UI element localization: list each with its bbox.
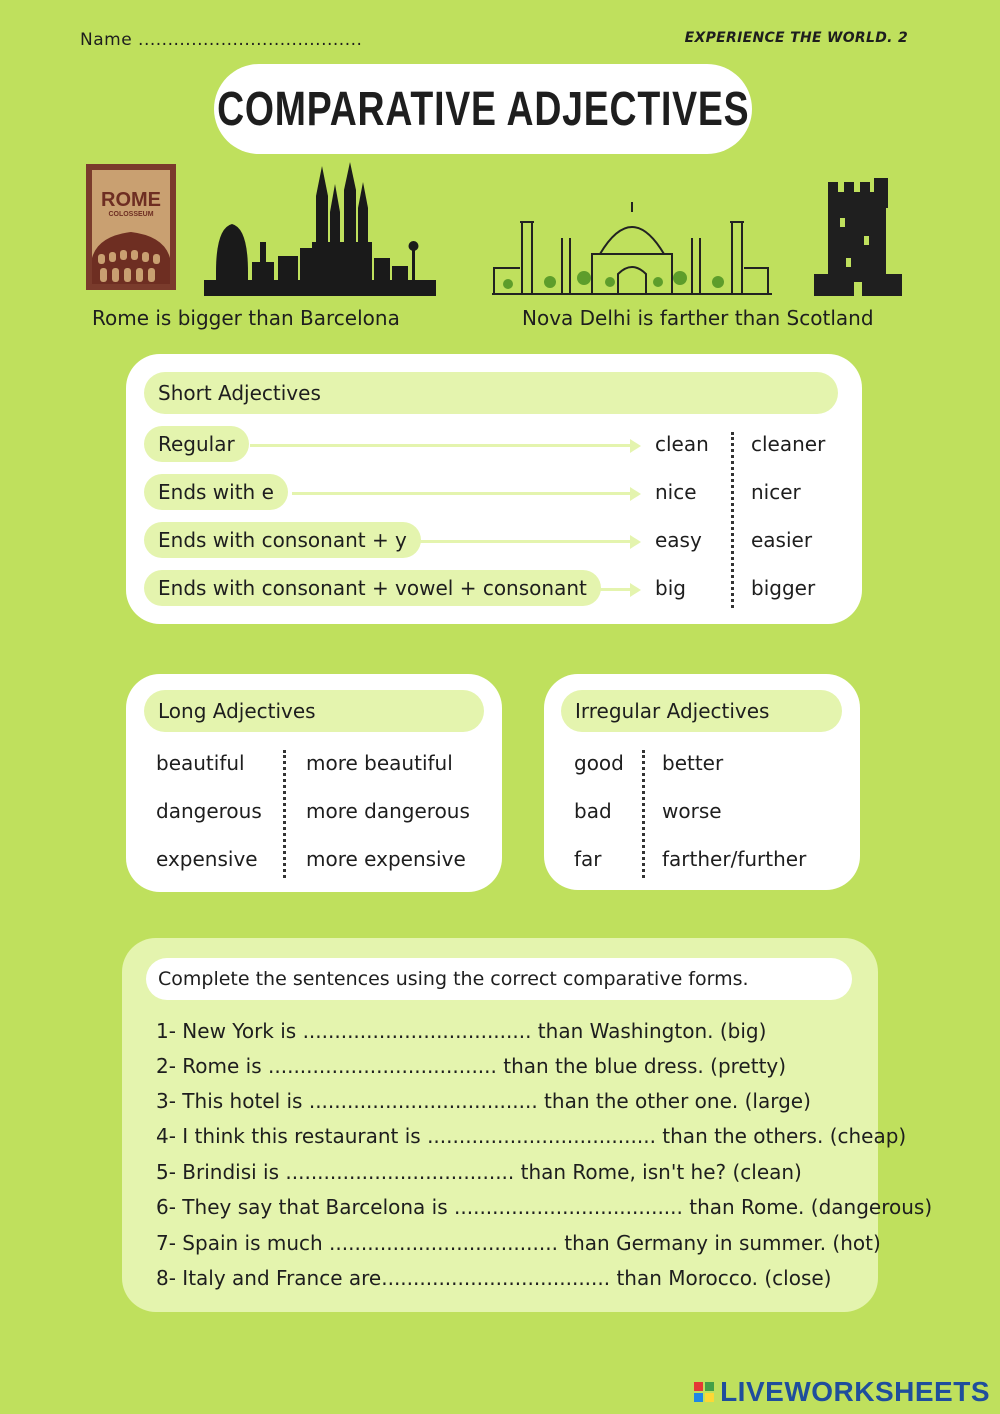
rule-regular <box>144 426 249 462</box>
rule-label: Ends with e <box>158 480 274 504</box>
rule-label: Ends with consonant + y <box>158 528 407 552</box>
column-divider <box>283 750 286 878</box>
scottish-castle-image <box>814 178 902 296</box>
caption-right: Nova Delhi is farther than Scotland <box>522 306 874 330</box>
base-adjective: big <box>655 576 686 600</box>
exercise-item[interactable]: 8- Italy and France are.................................... than Morocco. (close) <box>156 1266 832 1290</box>
name-field: Name ...................................... <box>80 30 363 50</box>
comparative-adjective: easier <box>751 528 813 552</box>
exercise-instruction-box <box>146 958 852 1000</box>
long-adjectives-title: Long Adjectives <box>158 699 316 723</box>
long-adjectives-heading <box>144 690 484 732</box>
comparative-adjective: nicer <box>751 480 801 504</box>
base-adjective: clean <box>655 432 709 456</box>
comparative-adjective: better <box>662 751 724 775</box>
comparative-adjective: cleaner <box>751 432 826 456</box>
irregular-adjectives-heading <box>561 690 842 732</box>
exercise-item[interactable]: 1- New York is .................................... than Washington. (big) <box>156 1019 767 1043</box>
title-banner <box>214 64 752 154</box>
irregular-adjectives-title: Irregular Adjectives <box>575 699 770 723</box>
logo-text: LIVEWORKSHEETS <box>720 1376 990 1407</box>
comparative-adjective: worse <box>662 799 722 823</box>
base-adjective: far <box>574 847 602 871</box>
rule-ends-with-e <box>144 474 288 510</box>
liveworksheets-logo[interactable] <box>694 1376 990 1408</box>
rule-cvc <box>144 570 601 606</box>
arrow-head-icon <box>630 487 641 501</box>
arrow-head-icon <box>630 439 641 453</box>
arrow-head-icon <box>630 583 641 597</box>
exercise-item[interactable]: 7- Spain is much .................................... than Germany in summer. (hot) <box>156 1231 881 1255</box>
base-adjective: dangerous <box>156 799 262 823</box>
base-adjective: easy <box>655 528 702 552</box>
base-adjective: good <box>574 751 624 775</box>
arrow-line <box>250 444 630 447</box>
column-divider <box>731 432 734 608</box>
series-label: EXPERIENCE THE WORLD. 2 <box>684 30 908 46</box>
comparative-adjective: farther/further <box>662 847 807 871</box>
exercise-item[interactable]: 2- Rome is .................................... than the blue dress. (pretty) <box>156 1054 787 1078</box>
comparative-adjective: more beautiful <box>306 751 453 775</box>
arrow-head-icon <box>630 535 641 549</box>
column-divider <box>642 750 645 878</box>
rule-consonant-y <box>144 522 421 558</box>
caption-left: Rome is bigger than Barcelona <box>92 306 400 330</box>
stamp-city-label: ROME <box>101 189 161 211</box>
arrow-line <box>292 492 630 495</box>
comparative-adjective: more dangerous <box>306 799 470 823</box>
comparative-adjective: bigger <box>751 576 816 600</box>
short-adjectives-heading <box>144 372 838 414</box>
base-adjective: expensive <box>156 847 258 871</box>
rome-stamp-image <box>78 158 184 298</box>
barcelona-skyline-image <box>204 162 436 296</box>
rule-label: Ends with consonant + vowel + consonant <box>158 576 587 600</box>
base-adjective: nice <box>655 480 697 504</box>
logo-squares-icon <box>694 1382 714 1402</box>
base-adjective: bad <box>574 799 612 823</box>
comparative-adjective: more expensive <box>306 847 466 871</box>
page-title: COMPARATIVE ADJECTIVES <box>216 82 750 136</box>
exercise-item[interactable]: 6- They say that Barcelona is .................................... than Rome. (dangerous) <box>156 1195 933 1219</box>
stamp-sub-label: COLOSSEUM <box>108 211 154 218</box>
exercise-item[interactable]: 5- Brindisi is .................................... than Rome, isn't he? (clean) <box>156 1160 802 1184</box>
rule-label: Regular <box>158 432 235 456</box>
exercise-item[interactable]: 4- I think this restaurant is .................................... than the others. (cheap) <box>156 1124 907 1148</box>
taj-mahal-image <box>492 198 772 298</box>
exercise-instruction: Complete the sentences using the correct comparative forms. <box>158 968 749 990</box>
exercise-item[interactable]: 3- This hotel is .................................... than the other one. (large) <box>156 1089 811 1113</box>
short-adjectives-title: Short Adjectives <box>158 381 321 405</box>
base-adjective: beautiful <box>156 751 245 775</box>
arrow-line <box>416 540 630 543</box>
